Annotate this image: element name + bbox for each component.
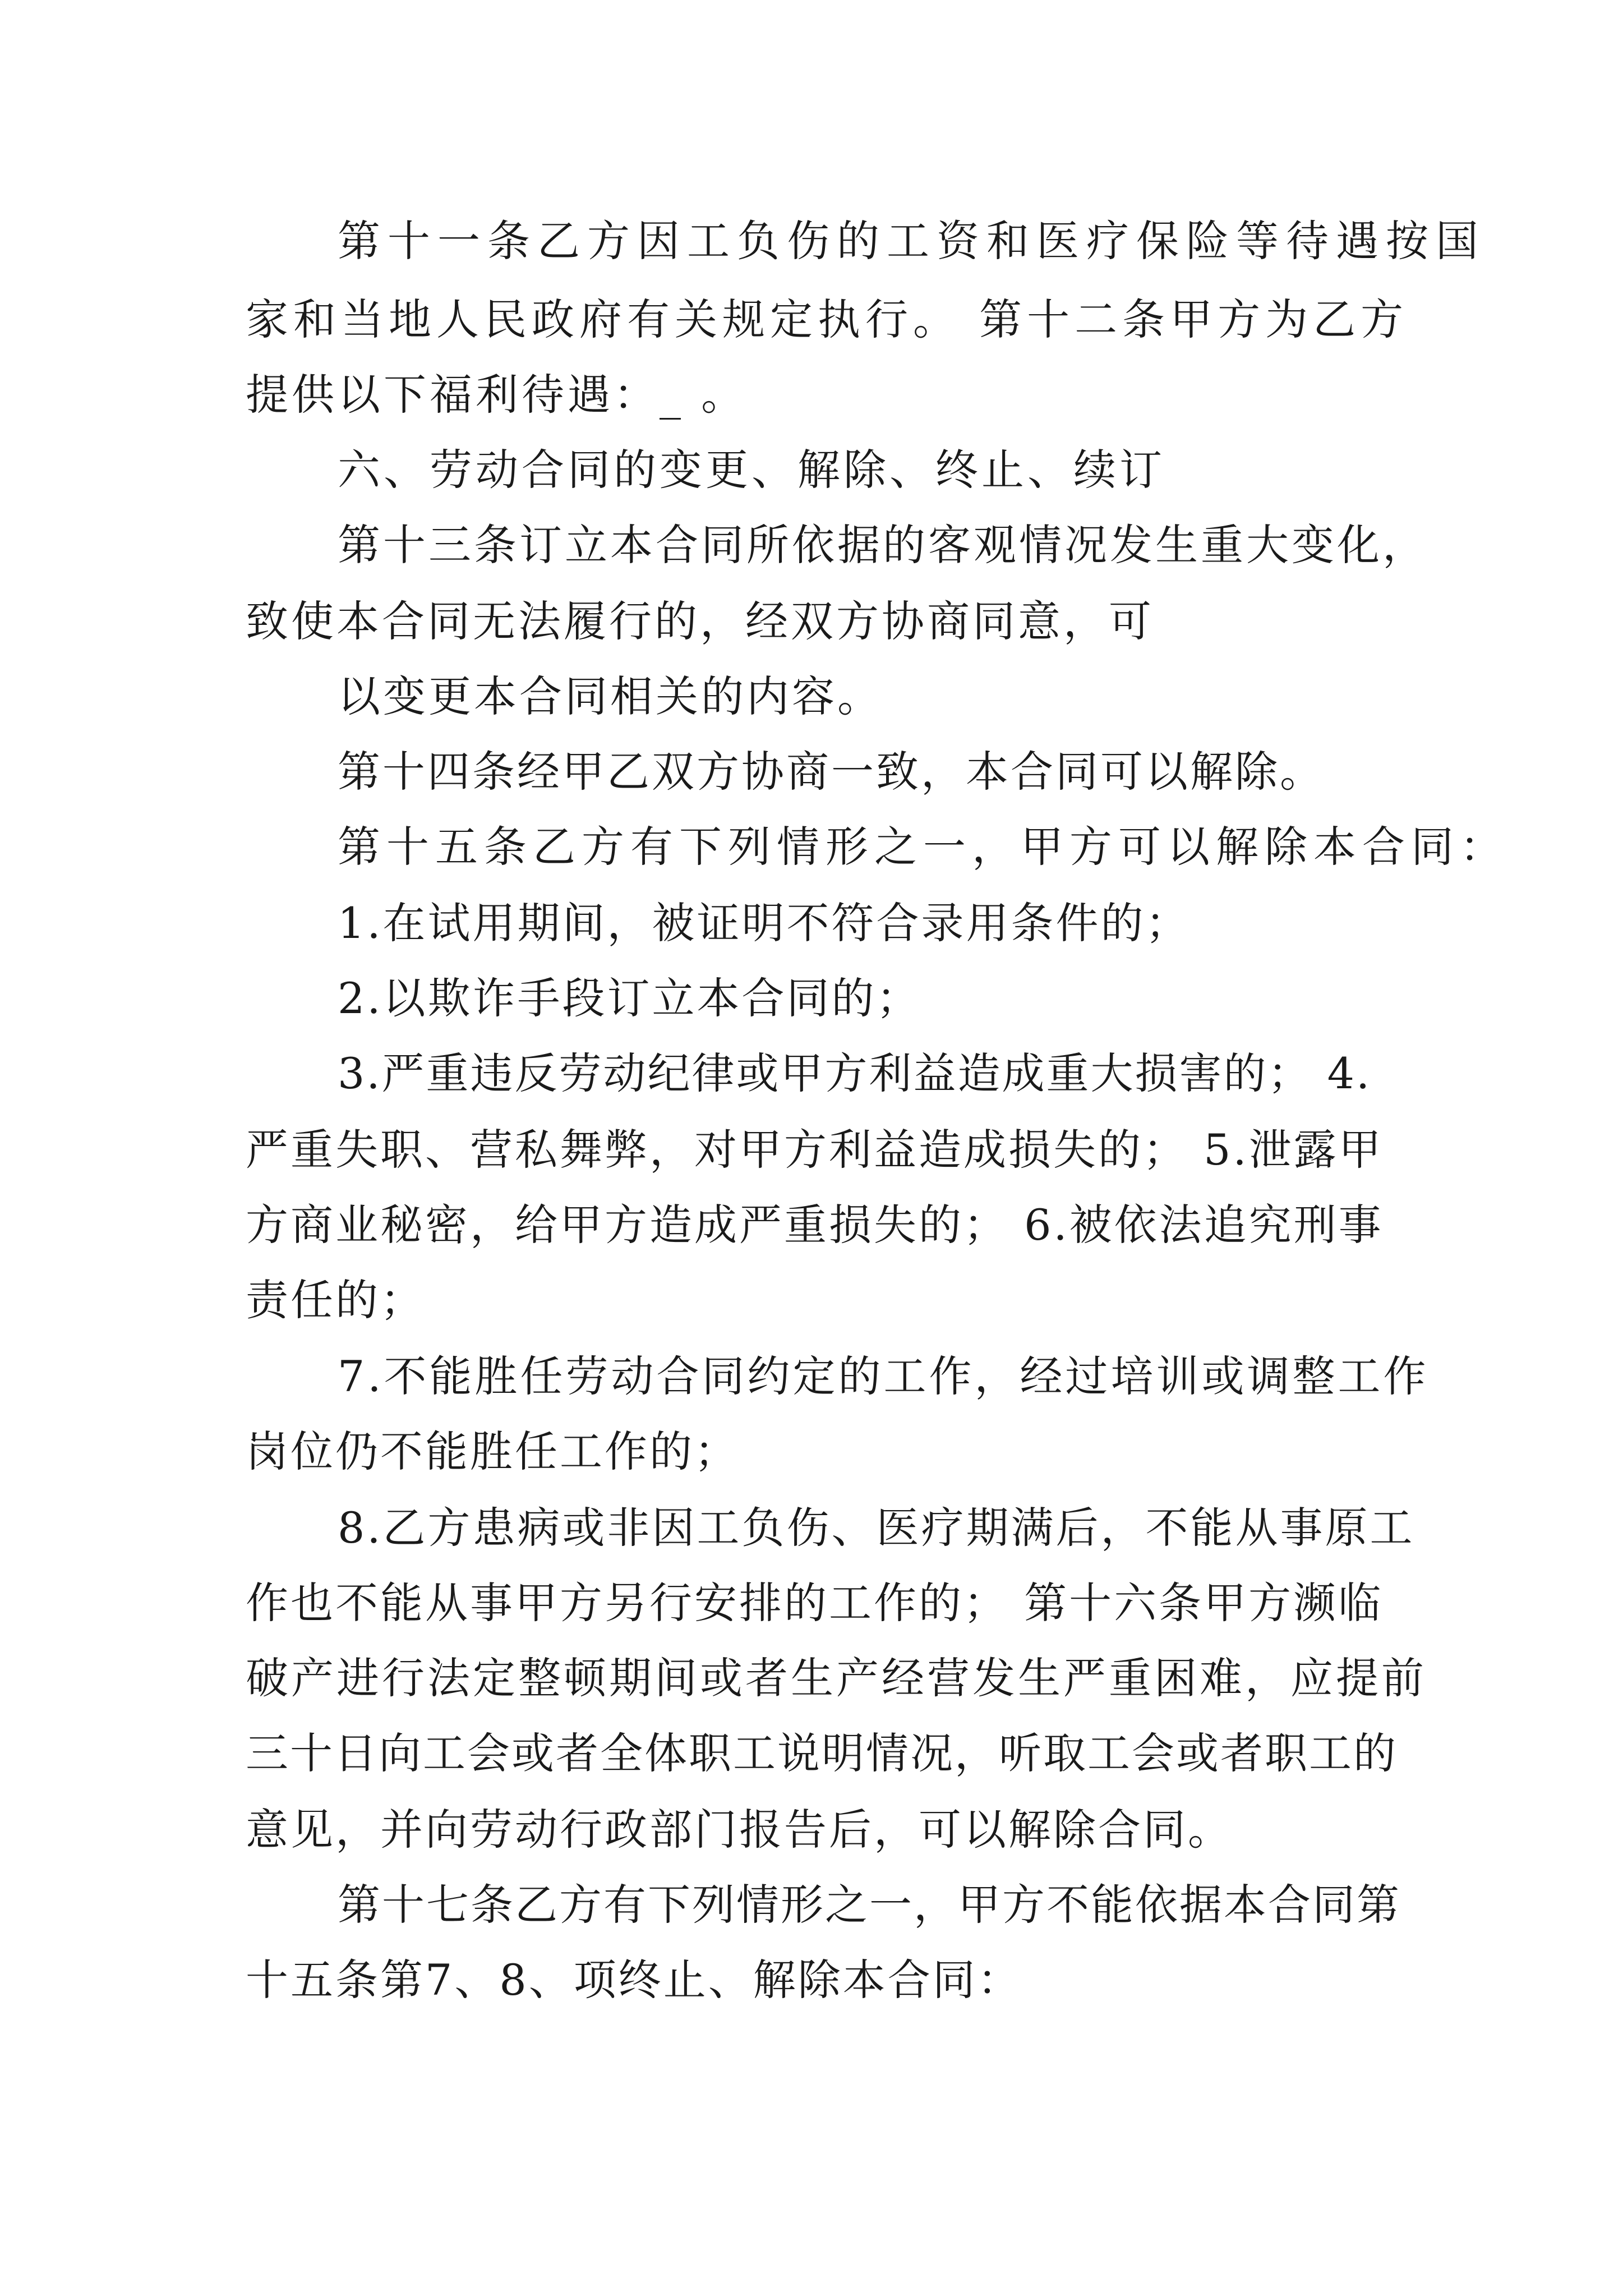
- text-line: 致使本合同无法履行的，经双方协商同意，可: [246, 596, 1154, 646]
- list-item: 1.在试用期间，被证明不符合录用条件的；: [338, 898, 1191, 948]
- text-line: 三十日向工会或者全体职工说明情况，听取工会或者职工的: [246, 1728, 1398, 1778]
- text-line: 岗位仍不能胜任工作的；: [246, 1427, 739, 1476]
- list-item: 3.严重违反劳动纪律或甲方利益造成重大损害的； 4.: [338, 1048, 1372, 1098]
- text-line: 第十五条乙方有下列情形之一，甲方可以解除本合同：: [338, 822, 1509, 872]
- text-line: 以变更本合同相关的内容。: [338, 671, 883, 721]
- text-line: 提供以下福利待遇：_ 。: [246, 370, 748, 420]
- list-item: 2.以欺诈手段订立本合同的；: [338, 973, 921, 1023]
- list-item: 7.不能胜任劳动合同约定的工作，经过培训或调整工作: [338, 1351, 1429, 1401]
- section-heading: 六、劳动合同的变更、解除、终止、续订: [338, 445, 1165, 495]
- list-item: 8.乙方患病或非因工负伤、医疗期满后，不能从事原工: [338, 1503, 1415, 1553]
- text-line: 第十三条订立本合同所依据的客观情况发生重大变化，: [338, 520, 1428, 570]
- text-line: 严重失职、营私舞弊，对甲方利益造成损失的； 5.泄露甲: [246, 1125, 1384, 1175]
- text-line: 第十一条乙方因工负伤的工资和医疗保险等待遇按国: [338, 216, 1486, 266]
- text-line: 破产进行法定整顿期间或者生产经营发生严重困难，应提前: [246, 1653, 1427, 1703]
- text-line: 第十七条乙方有下列情形之一，甲方不能依据本合同第: [338, 1880, 1401, 1930]
- text-line: 责任的；: [246, 1275, 425, 1325]
- text-line: 十五条第7、8、项终止、解除本合同：: [246, 1955, 1022, 2005]
- text-line: 作也不能从事甲方另行安排的工作的； 第十六条甲方濒临: [246, 1578, 1384, 1628]
- text-line: 方商业秘密，给甲方造成严重损失的； 6.被依法追究刑事: [246, 1200, 1384, 1250]
- text-line: 意见，并向劳动行政部门报告后，可以解除合同。: [246, 1805, 1233, 1855]
- text-line: 家和当地人民政府有关规定执行。 第十二条甲方为乙方: [246, 295, 1409, 344]
- text-line: 第十四条经甲乙双方协商一致，本合同可以解除。: [338, 747, 1325, 797]
